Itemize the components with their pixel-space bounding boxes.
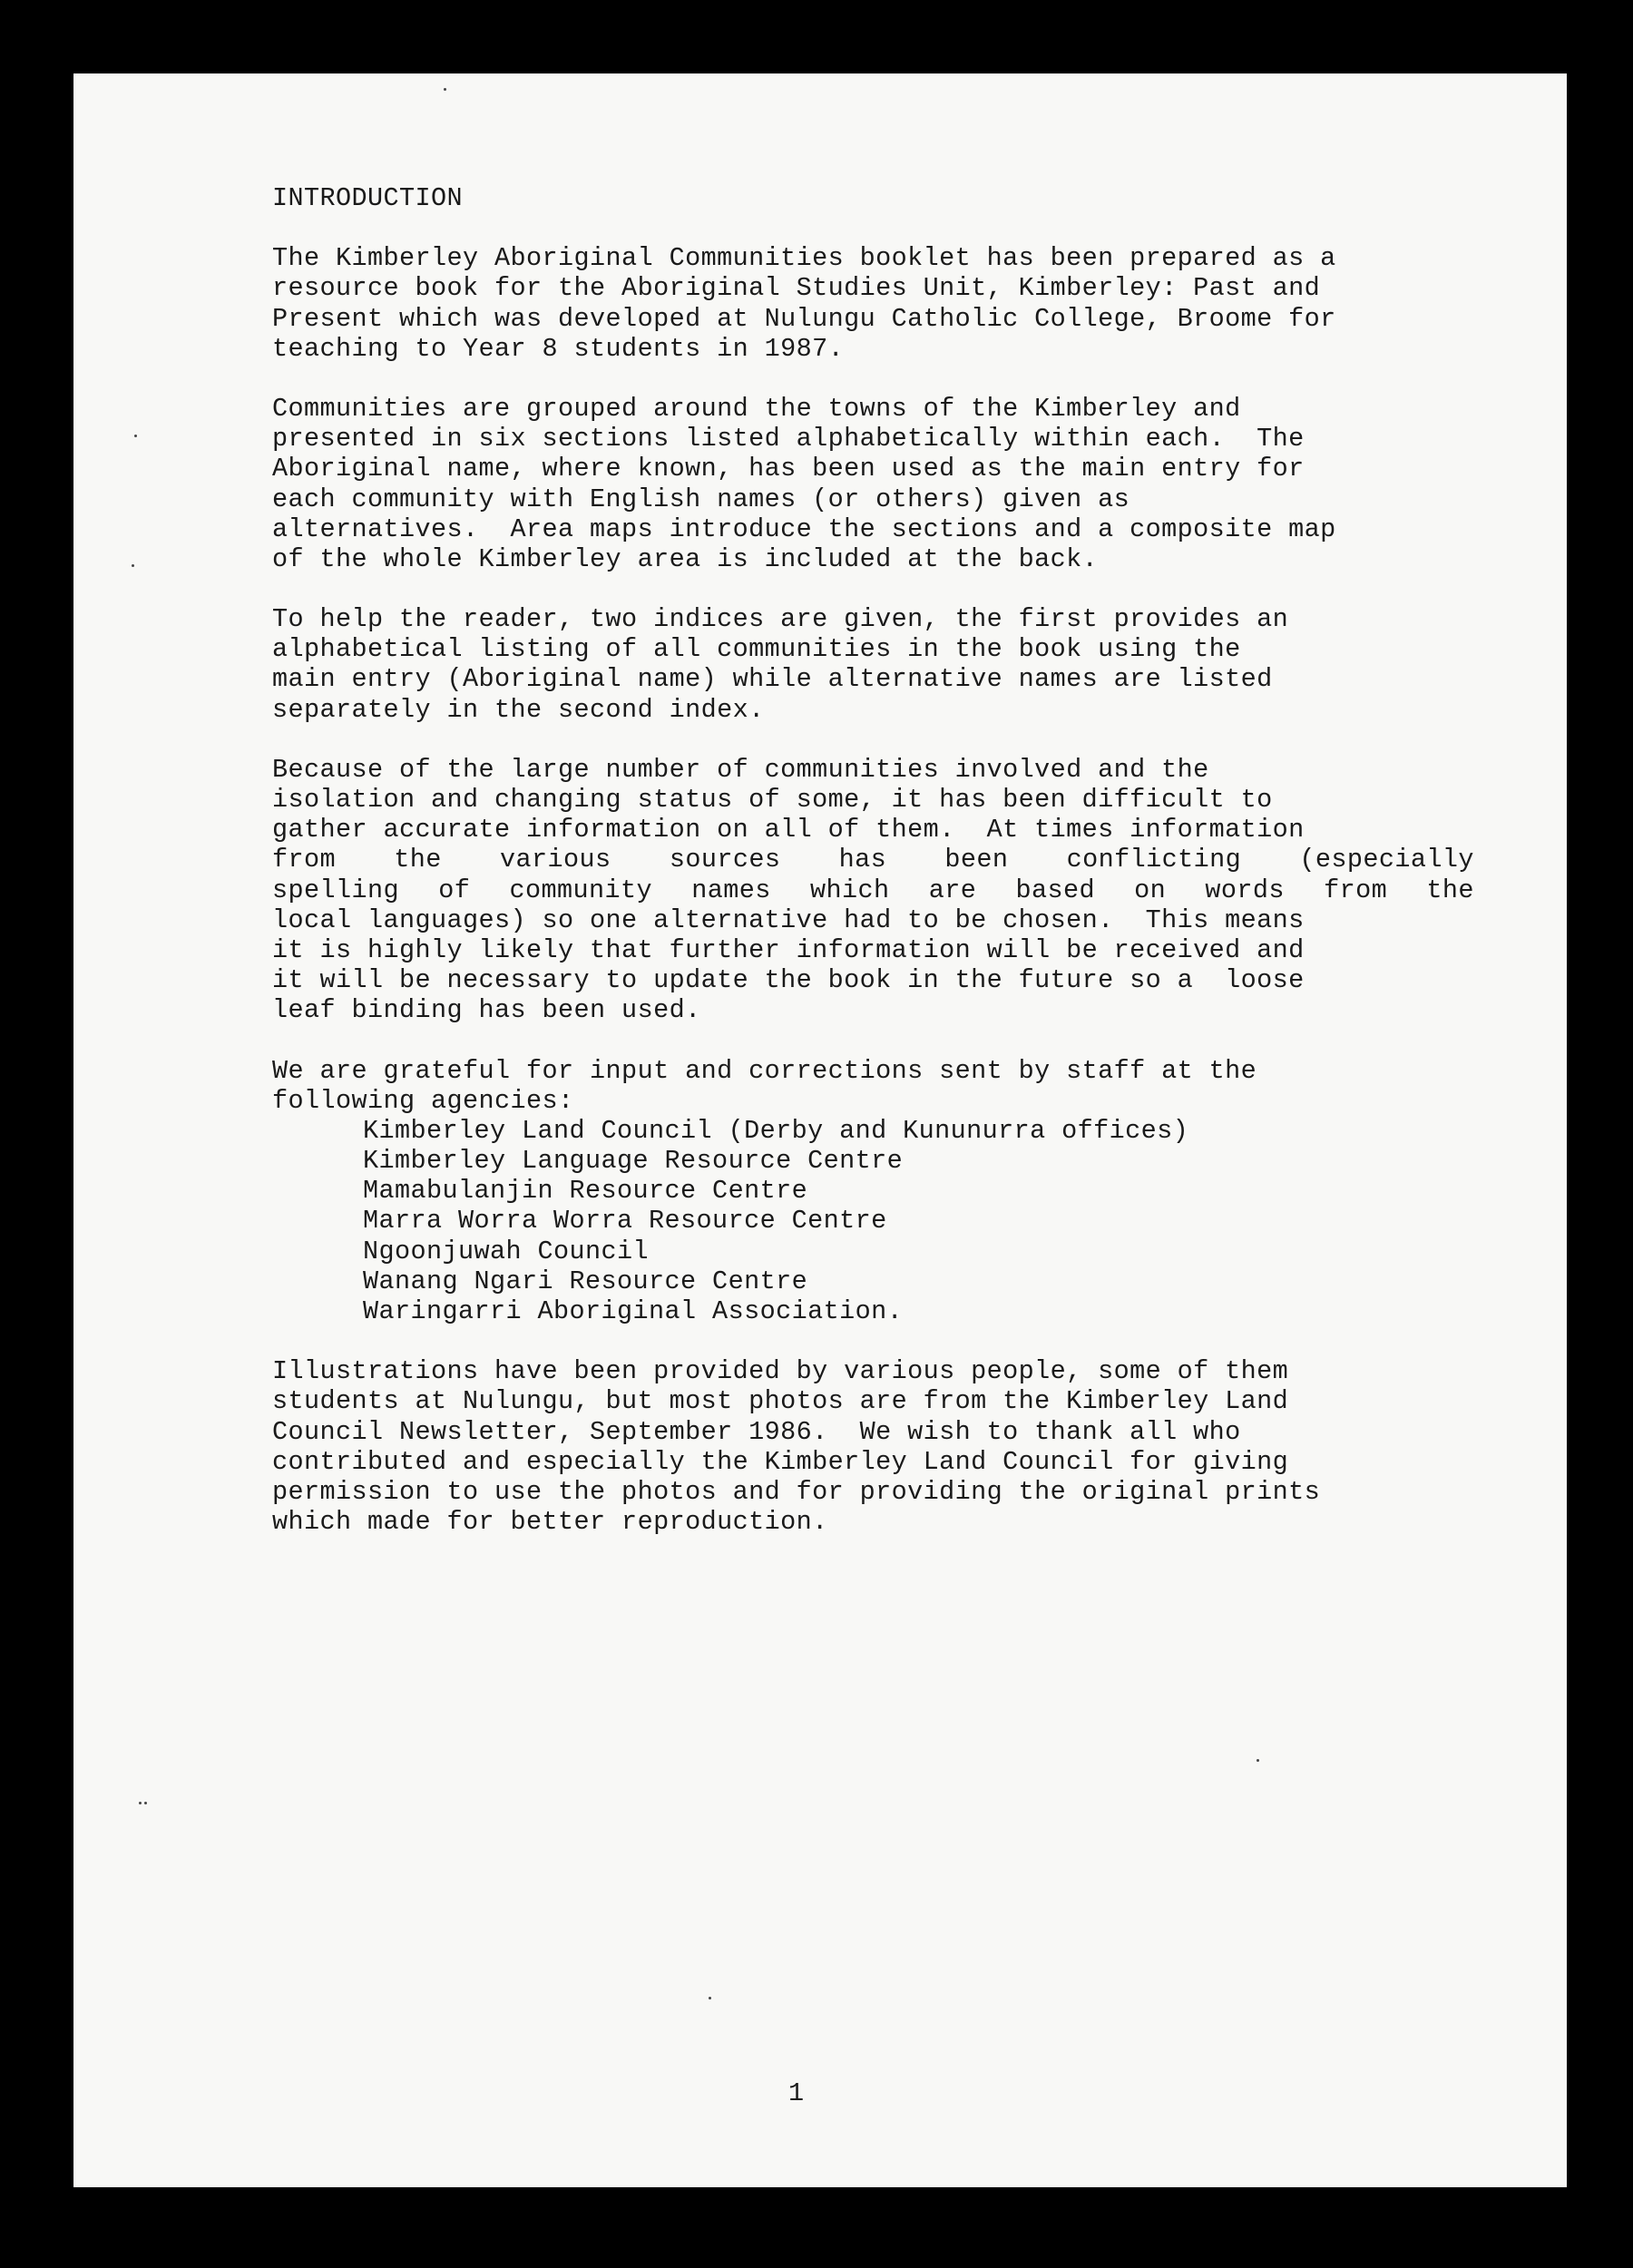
scan-speck — [1257, 1759, 1259, 1762]
word: sources — [669, 845, 781, 875]
document-page — [73, 73, 1567, 2187]
word: spelling — [272, 875, 400, 905]
word: community — [509, 875, 653, 905]
text-line: alternatives. Area maps introduce the sections and a composite map — [272, 513, 1336, 544]
text-line: contributed and especially the Kimberley Land Council for giving — [272, 1446, 1289, 1477]
text-line: Present which was developed at Nulungu Catholic College, Broome for — [272, 303, 1336, 334]
word: from — [272, 845, 337, 875]
justified-line — [272, 875, 1474, 905]
word: the — [394, 845, 442, 875]
scan-speck — [709, 1997, 711, 1999]
word: names — [691, 875, 771, 905]
text-line: Council Newsletter, September 1986. We wish to thank all who — [272, 1416, 1241, 1447]
text-line: local languages) so one alternative had to be chosen. This means — [272, 904, 1305, 935]
scan-speck — [144, 1802, 147, 1804]
agency-list-item: Marra Worra Worra Resource Centre — [363, 1206, 887, 1237]
text-line: main entry (Aboriginal name) while alternative names are listed — [272, 664, 1273, 695]
word: has — [838, 845, 887, 875]
text-line: of the whole Kimberley area is included at the back. — [272, 543, 1099, 574]
text-line: Communities are grouped around the towns of the Kimberley and — [272, 393, 1241, 424]
paragraph-illustrations — [272, 1356, 1567, 1537]
agency-list-item: Waringarri Aboriginal Association. — [363, 1296, 904, 1327]
word: words — [1205, 875, 1285, 905]
document-body — [272, 183, 1567, 1567]
text-line: following agencies: — [272, 1085, 574, 1116]
text-line: We are grateful for input and corrections sent by staff at the — [272, 1055, 1257, 1086]
agency-list-item: Kimberley Language Resource Centre — [363, 1146, 904, 1177]
word: based — [1015, 875, 1095, 905]
text-line: separately in the second index. — [272, 694, 765, 725]
text-line: Because of the large number of communities involved and the — [272, 754, 1209, 785]
text-line: To help the reader, two indices are given, the first provides an — [272, 604, 1289, 635]
text-line: alphabetical listing of all communities in the book using the — [272, 634, 1241, 665]
text-line: isolation and changing status of some, it has been difficult to — [272, 785, 1273, 816]
text-line: Illustrations have been provided by various people, some of them — [272, 1356, 1289, 1387]
agency-list-item: Mamabulanjin Resource Centre — [363, 1176, 808, 1207]
text-line: leaf binding has been used. — [272, 995, 701, 1026]
text-line: The Kimberley Aboriginal Communities booklet has been prepared as a — [272, 243, 1336, 274]
word: from — [1324, 875, 1388, 905]
agency-list-item: Kimberley Land Council (Derby and Kununurra offices) — [363, 1115, 1189, 1146]
agency-list-item: Ngoonjuwah Council — [363, 1236, 650, 1266]
scan-speck — [134, 435, 137, 437]
word: the — [1426, 875, 1474, 905]
agency-list-item: Wanang Ngari Resource Centre — [363, 1266, 808, 1296]
page-number: 1 — [788, 2078, 805, 2108]
word: various — [500, 845, 611, 875]
word: of — [438, 875, 471, 905]
text-line: Aboriginal name, where known, has been used as the main entry for — [272, 454, 1305, 484]
word: been — [944, 845, 1009, 875]
word: on — [1134, 875, 1167, 905]
paragraph-acknowledgements — [272, 1056, 1567, 1327]
word: (especially — [1299, 845, 1474, 875]
text-line: it will be necessary to update the book in the future so a loose — [272, 965, 1305, 996]
text-line: permission to use the photos and for providing the original prints — [272, 1476, 1321, 1507]
text-line: each community with English names (or others) given as — [272, 484, 1130, 514]
text-line: gather accurate information on all of them. At times information — [272, 815, 1305, 846]
word: conflicting — [1066, 845, 1242, 875]
paragraph-indices — [272, 604, 1567, 725]
text-line: resource book for the Aboriginal Studies Unit, Kimberley: Past and — [272, 273, 1321, 304]
scan-speck — [132, 564, 134, 567]
scan-speck — [444, 88, 446, 91]
scan-speck — [139, 1802, 142, 1804]
paragraph-purpose — [272, 243, 1567, 364]
paragraph-accuracy — [272, 755, 1567, 1026]
word: are — [928, 875, 977, 905]
paragraph-organisation — [272, 394, 1567, 574]
text-line: which made for better reproduction. — [272, 1507, 828, 1538]
text-line: presented in six sections listed alphabetically within each. The — [272, 424, 1305, 455]
section-heading: INTRODUCTION — [272, 183, 464, 213]
text-line: it is highly likely that further information will be received and — [272, 934, 1305, 965]
text-line: students at Nulungu, but most photos are from the Kimberley Land — [272, 1386, 1289, 1417]
text-line: teaching to Year 8 students in 1987. — [272, 333, 845, 364]
justified-line — [272, 845, 1474, 875]
word: which — [809, 875, 890, 905]
